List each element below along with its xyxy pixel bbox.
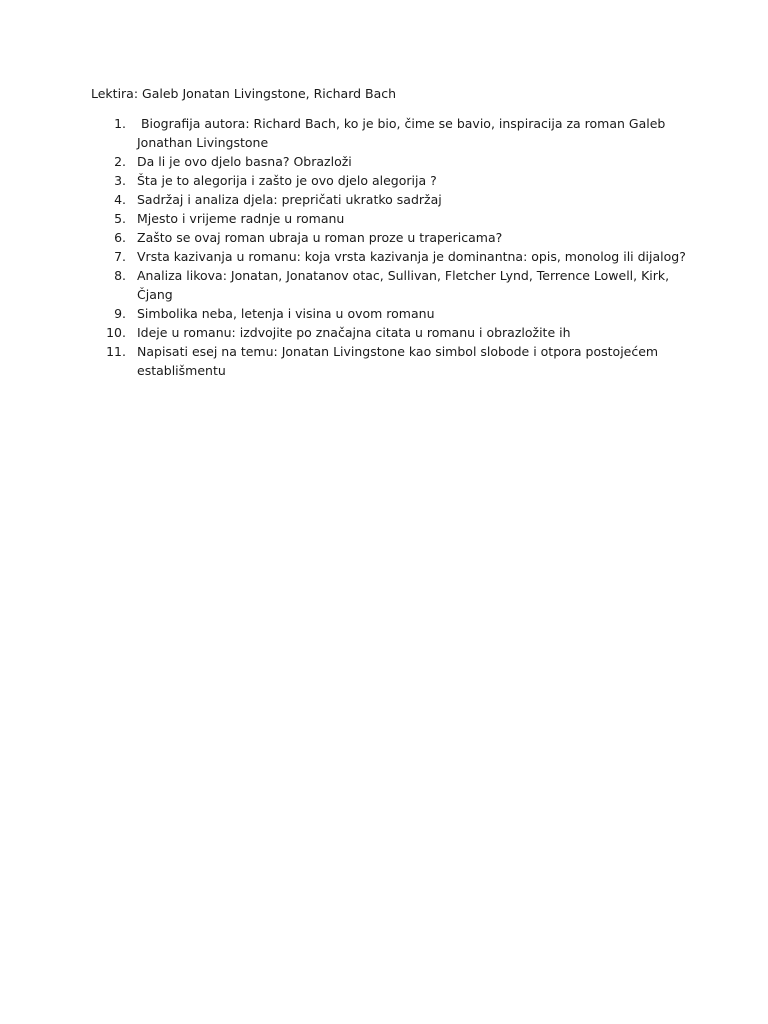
item-text: Šta je to alegorija i zašto je ovo djelo alegorija ? xyxy=(137,173,437,188)
list-item xyxy=(91,342,691,380)
list-item xyxy=(91,304,691,323)
list-item xyxy=(91,190,691,209)
item-number: 7. xyxy=(114,249,126,264)
list-item xyxy=(91,266,691,304)
document-page xyxy=(91,84,691,380)
item-number: 2. xyxy=(114,154,126,169)
list-item xyxy=(91,152,691,171)
question-list xyxy=(91,114,691,380)
list-item xyxy=(91,247,691,266)
item-number: 5. xyxy=(114,211,126,226)
list-item xyxy=(91,323,691,342)
item-text: Simbolika neba, letenja i visina u ovom romanu xyxy=(137,306,435,321)
item-text: Mjesto i vrijeme radnje u romanu xyxy=(137,211,345,226)
item-number: 6. xyxy=(114,230,126,245)
item-number: 9. xyxy=(114,306,126,321)
list-item xyxy=(91,171,691,190)
list-item xyxy=(91,228,691,247)
item-number: 1. xyxy=(114,116,126,131)
list-item xyxy=(91,209,691,228)
item-text: Biografija autora: Richard Bach, ko je bio, čime se bavio, inspiracija za roman Galeb Jonathan Livingstone xyxy=(137,116,670,150)
item-number: 3. xyxy=(114,173,126,188)
item-text: Napisati esej na temu: Jonatan Livingstone kao simbol slobode i otpora postojećem establišmentu xyxy=(137,344,663,378)
item-text: Analiza likova: Jonatan, Jonatanov otac, Sullivan, Fletcher Lynd, Terrence Lowell, Kirk, Čjang xyxy=(137,268,678,302)
document-title: Lektira: Galeb Jonatan Livingstone, Richard Bach xyxy=(91,86,397,101)
item-text: Ideje u romanu: izdvojite po značajna citata u romanu i obrazložite ih xyxy=(137,325,571,340)
item-text: Sadržaj i analiza djela: prepričati ukratko sadržaj xyxy=(137,192,442,207)
item-number: 4. xyxy=(114,192,126,207)
list-item xyxy=(91,114,691,152)
item-text: Vrsta kazivanja u romanu: koja vrsta kazivanja je dominantna: opis, monolog ili dijalog? xyxy=(137,249,686,264)
item-number: 8. xyxy=(114,268,126,283)
item-text: Zašto se ovaj roman ubraja u roman proze u trapericama? xyxy=(137,230,503,245)
item-text: Da li je ovo djelo basna? Obrazloži xyxy=(137,154,352,169)
item-number: 11. xyxy=(106,344,126,359)
item-number: 10. xyxy=(106,325,126,340)
